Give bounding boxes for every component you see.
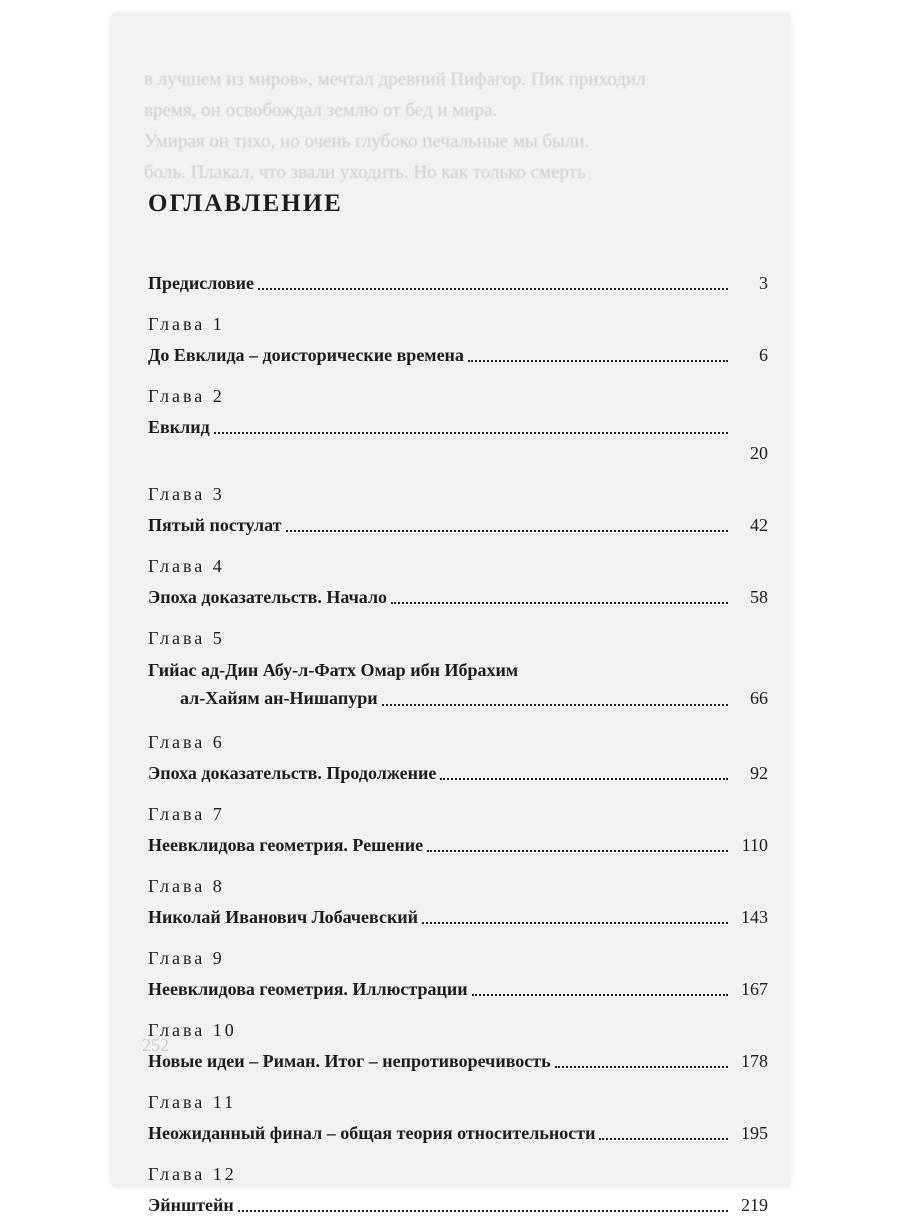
- toc-entry-title: Неевклидова геометрия. Иллюстрации: [148, 979, 468, 999]
- toc-page-number: 92: [750, 763, 768, 783]
- dot-leader: [422, 921, 728, 924]
- toc-entry-title: Николай Иванович Лобачевский: [148, 907, 419, 927]
- toc-page-number: 110: [741, 835, 768, 855]
- toc-page-number: 3: [759, 273, 768, 293]
- bleed-line: в лучшем из миров», мечтал древний Пифагор. Пик приходил: [144, 69, 646, 90]
- toc-page-number: 42: [750, 515, 768, 535]
- toc-page-number: 66: [750, 688, 768, 708]
- toc-page-number: 195: [741, 1123, 768, 1143]
- toc-entry-chapter-5[interactable]: [148, 656, 768, 712]
- dot-leader: [599, 1137, 728, 1140]
- dot-leader: [468, 359, 728, 362]
- book-page: [112, 14, 790, 1215]
- toc-entry-title: До Евклида – доисторические времена: [148, 345, 464, 365]
- chapter-label: Глава 9: [148, 948, 225, 968]
- chapter-label: Глава 1: [148, 314, 225, 334]
- bleed-through-text: [144, 64, 764, 188]
- toc-entry-title: Неожиданный финал – общая теория относительности: [148, 1123, 596, 1143]
- toc-entry-title: Эйнштейн: [148, 1195, 234, 1215]
- bleed-line: время, он освобождал землю от бед и мира.: [144, 100, 498, 121]
- toc-page-number: 143: [741, 907, 768, 927]
- dot-leader: [427, 849, 728, 852]
- dot-leader: [382, 703, 728, 706]
- toc-entry-chapter-6[interactable]: [148, 760, 768, 786]
- toc-entry-title: Неевклидова геометрия. Решение: [148, 835, 424, 855]
- dot-leader: [555, 1065, 728, 1068]
- chapter-label: Глава 10: [148, 1020, 237, 1040]
- toc-page-number: 178: [741, 1051, 768, 1071]
- chapter-label: Глава 4: [148, 556, 225, 576]
- toc-page-number: 219: [741, 1195, 768, 1215]
- toc-entry-chapter-10[interactable]: [148, 1048, 768, 1074]
- chapter-label: Глава 2: [148, 386, 225, 406]
- toc-entry-chapter-8[interactable]: [148, 904, 768, 930]
- toc-entry-title-line2-row: [148, 684, 768, 712]
- toc-entry-title: Эпоха доказательств. Начало: [148, 587, 388, 607]
- toc-entry-chapter-1[interactable]: [148, 342, 768, 368]
- chapter-label: Глава 8: [148, 876, 225, 896]
- toc-entry-chapter-9[interactable]: [148, 976, 768, 1002]
- chapter-label: Глава 3: [148, 484, 225, 504]
- bleed-line: боль. Плакал, что звали уходить. Но как только смерть: [144, 162, 586, 183]
- toc-entry-title: Предисловие: [148, 273, 254, 293]
- dot-leader: [440, 777, 728, 780]
- toc-page-number: 167: [741, 979, 768, 999]
- chapter-label: Глава 6: [148, 732, 225, 752]
- chapter-label: Глава 12: [148, 1164, 237, 1184]
- toc-entry-title: Пятый постулат: [148, 515, 282, 535]
- toc-entry-preface[interactable]: [148, 270, 768, 296]
- dot-leader: [472, 993, 728, 996]
- toc-entry-title-line1: Гийас ад-Дин Абу-л-Фатх Омар ибн Ибрахим: [148, 660, 519, 680]
- toc-page-number: 58: [750, 587, 768, 607]
- chapter-label: Глава 7: [148, 804, 225, 824]
- chapter-label: Глава 5: [148, 628, 225, 648]
- toc-entry-chapter-4[interactable]: [148, 584, 768, 610]
- toc-entry-chapter-7[interactable]: [148, 832, 768, 858]
- bleed-through-page-number: 252: [142, 1035, 169, 1055]
- toc-entry-chapter-11[interactable]: [148, 1120, 768, 1146]
- dot-leader: [214, 431, 728, 434]
- chapter-label: Глава 11: [148, 1092, 237, 1112]
- table-of-contents: [148, 186, 768, 1228]
- toc-page-number: 20: [750, 443, 768, 463]
- dot-leader: [258, 287, 728, 290]
- dot-leader: [286, 529, 729, 532]
- toc-entry-title-line2: ал-Хайям ан-Нишапури: [180, 688, 378, 708]
- toc-entry-title: Эпоха доказательств. Продолжение: [148, 763, 437, 783]
- toc-page-number: 6: [759, 345, 768, 365]
- toc-entry-title: Новые идеи – Риман. Итог – непротиворечивость: [148, 1051, 551, 1071]
- dot-leader: [391, 601, 728, 604]
- bleed-line: Умирая он тихо, но очень глубоко печальные мы были.: [144, 131, 590, 152]
- toc-entry-chapter-3[interactable]: [148, 512, 768, 538]
- dot-leader: [238, 1209, 728, 1212]
- toc-entry-title: Евклид: [148, 417, 210, 437]
- toc-entry-chapter-12[interactable]: [148, 1192, 768, 1218]
- toc-entry-chapter-2[interactable]: [148, 414, 768, 463]
- toc-heading: ОГЛАВЛЕНИЕ: [148, 190, 343, 217]
